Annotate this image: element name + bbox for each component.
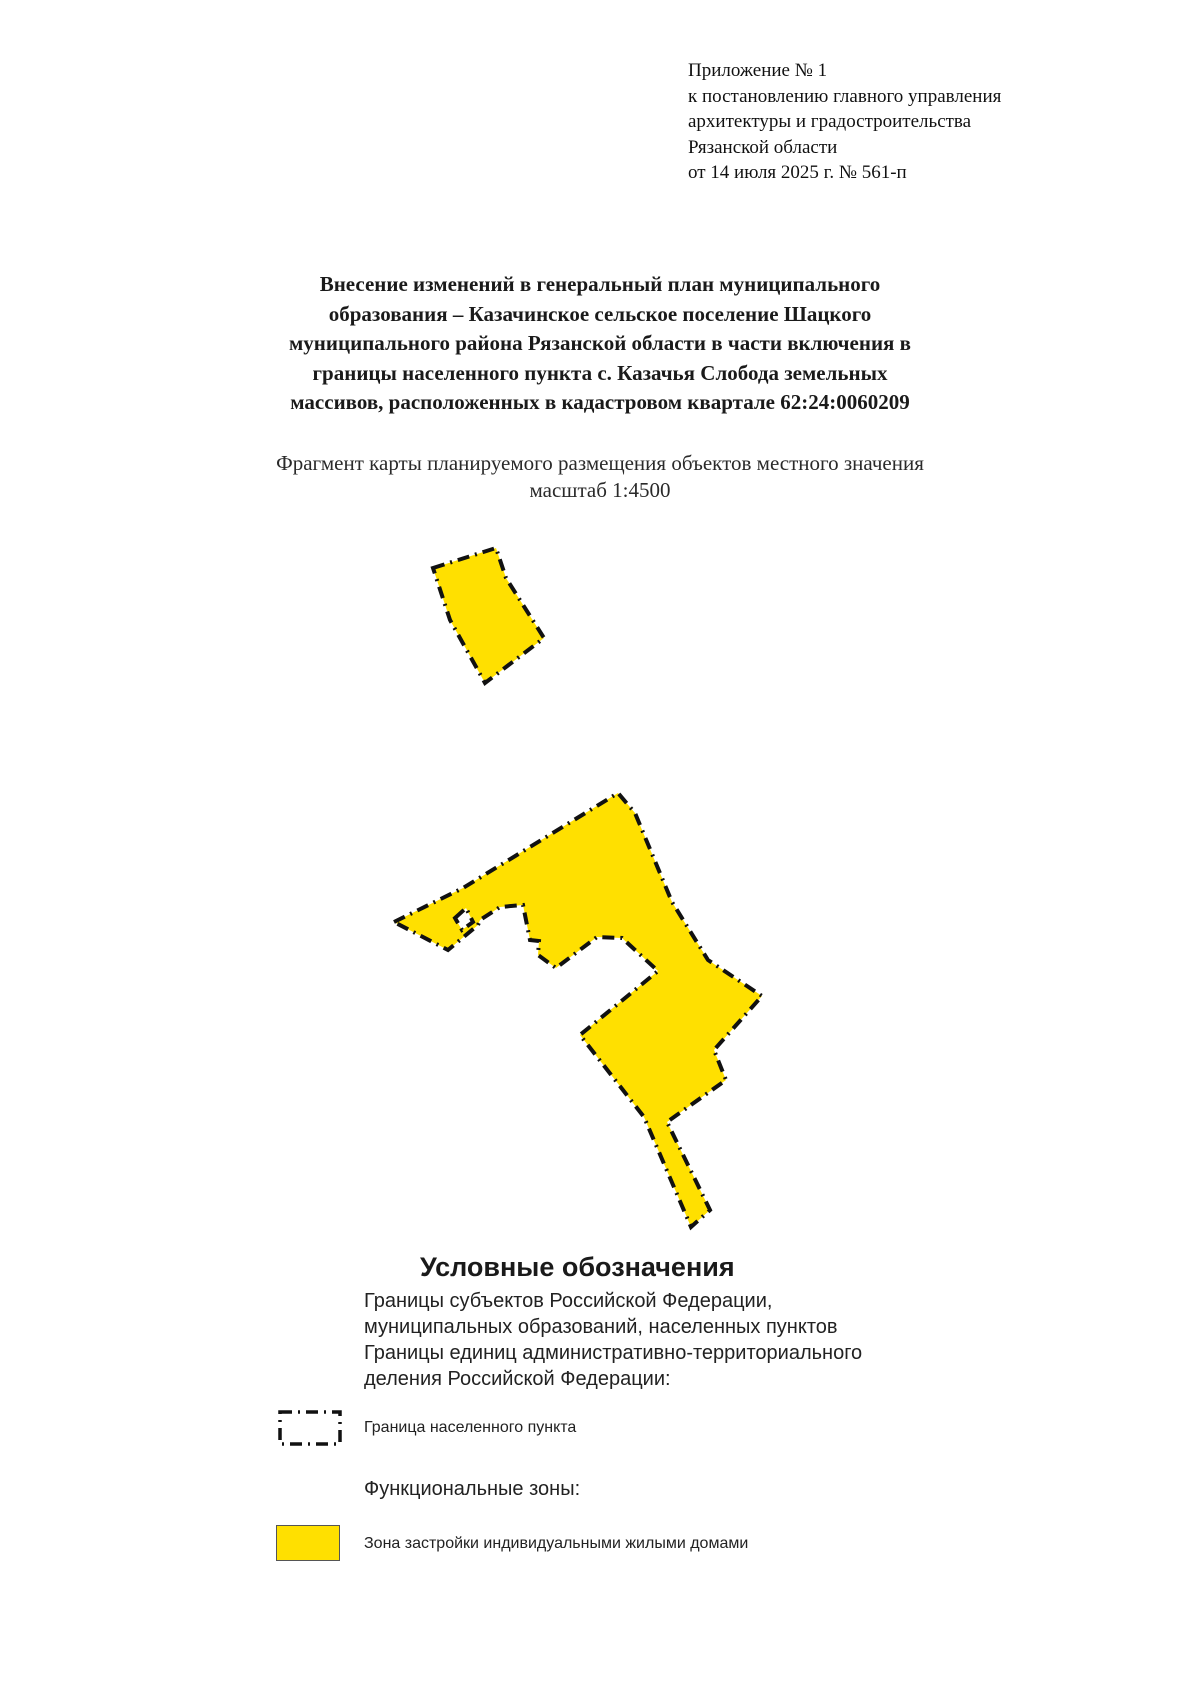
zone-area-north	[433, 548, 544, 683]
legend-item-zone	[276, 1525, 748, 1563]
legend-heading-line: деления Российской Федерации:	[364, 1368, 671, 1390]
zone-area-south	[394, 793, 762, 1227]
zone-swatch-icon	[276, 1525, 346, 1563]
title-line: Внесение изменений в генеральный план муниципального	[319, 272, 881, 296]
map-caption: Фрагмент карты планируемого размещения объектов местного значения	[276, 451, 924, 475]
title-line: образования – Казачинское сельское поселение Шацкого	[328, 301, 872, 326]
appendix-line: Приложение № 1	[688, 60, 828, 81]
title-line: массивов, расположенных в кадастровом квартале 62:24:0060209	[290, 390, 910, 414]
legend-title: Условные обозначения	[420, 1252, 735, 1282]
legend-heading-line: Границы субъектов Российской Федерации,	[364, 1290, 773, 1312]
boundary-symbol-icon	[276, 1409, 346, 1447]
boundary-legend-label: Граница населенного пункта	[364, 1419, 577, 1436]
zone-legend-label: Зона застройки индивидуальными жилыми домами	[364, 1535, 749, 1552]
zone-fill	[394, 793, 762, 1227]
functional-zones-heading: Функциональные зоны:	[364, 1478, 581, 1500]
title-line: границы населенного пункта с. Казачья Слобода земельных	[312, 360, 888, 385]
appendix-line: к постановлению главного управления	[688, 85, 1002, 107]
legend-item-boundary	[276, 1409, 576, 1447]
appendix-line: архитектуры и градостроительства	[688, 111, 972, 132]
appendix-line: Рязанской области	[688, 136, 838, 158]
legend-heading-line: муниципальных образований, населенных пунктов	[364, 1316, 838, 1338]
appendix-line: от 14 июля 2025 г. № 561-п	[688, 162, 907, 183]
map-scale: масштаб 1:4500	[529, 478, 671, 502]
legend-boundaries-heading	[364, 1288, 862, 1392]
legend-heading-line: Границы единиц административно-территориального	[364, 1342, 863, 1364]
title-line: муниципального района Рязанской области в части включения в	[289, 331, 911, 355]
